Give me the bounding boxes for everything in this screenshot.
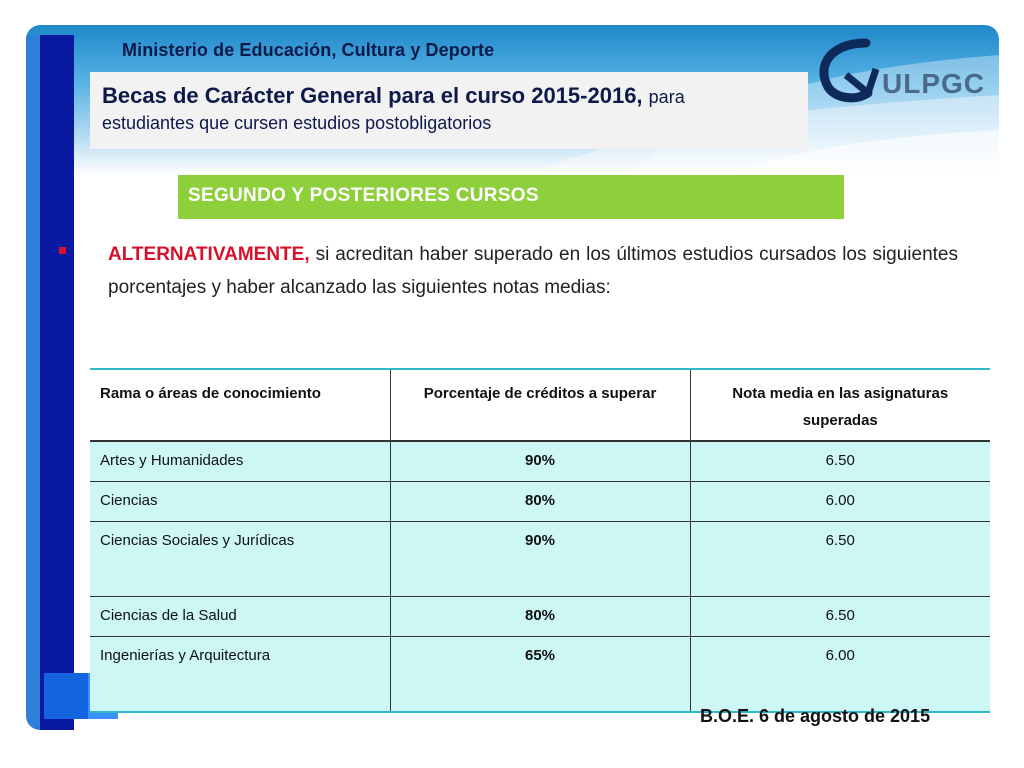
- paragraph-text: si acreditan haber superado en los últimos estudios cursados los siguientes porcentajes y haber alcanzado las siguientes notas medias:: [108, 244, 959, 298]
- slide: [26, 25, 999, 730]
- table-row: [90, 637, 990, 713]
- decor-square-dark: [44, 673, 90, 719]
- cell-percentage: 80%: [390, 482, 690, 522]
- cell-average: 6.50: [825, 452, 855, 469]
- title-strong: Becas de Carácter General para el curso 2015-2016,: [102, 83, 643, 108]
- ministry-name: Ministerio de Educación, Cultura y Deporte: [122, 40, 495, 60]
- title-rest: para: [648, 87, 685, 107]
- ulpgc-logo-text: ULPGC: [882, 68, 985, 99]
- bullet-icon: [59, 247, 66, 254]
- cell-percentage: 90%: [390, 441, 690, 482]
- cell-branch: Ciencias: [90, 482, 390, 522]
- header-branch: Rama o áreas de conocimiento: [90, 369, 390, 441]
- cell-branch: Artes y Humanidades: [90, 441, 390, 482]
- section-banner: SEGUNDO Y POSTERIORES CURSOS: [178, 175, 844, 219]
- header-average: Nota media en las asignaturas superadas: [732, 385, 949, 429]
- title-box: [90, 72, 808, 149]
- cell-percentage: 65%: [390, 637, 690, 713]
- cell-branch: Ingenierías y Arquitectura: [90, 637, 390, 713]
- source-reference: B.O.E. 6 de agosto de 2015: [700, 706, 931, 726]
- title-line-2: estudiantes que cursen estudios postobligatorios: [102, 113, 492, 133]
- cell-average: 6.00: [825, 647, 855, 664]
- table-header-row: [90, 369, 990, 441]
- header-percentage: Porcentaje de créditos a superar: [390, 369, 690, 441]
- left-bar-dark: [40, 35, 74, 730]
- paragraph-lead: ALTERNATIVAMENTE,: [108, 244, 310, 265]
- cell-average: 6.50: [825, 607, 855, 624]
- title-line-1: [102, 82, 798, 111]
- left-bar-light: [26, 35, 40, 730]
- cell-percentage: 90%: [390, 522, 690, 597]
- cell-percentage: 80%: [390, 597, 690, 637]
- intro-paragraph: [108, 238, 958, 304]
- cell-branch: Ciencias Sociales y Jurídicas: [90, 522, 390, 597]
- cell-branch: Ciencias de la Salud: [90, 597, 390, 637]
- cell-average: 6.50: [825, 532, 855, 549]
- table-row: [90, 522, 990, 597]
- table: [90, 368, 990, 713]
- table-row: [90, 597, 990, 637]
- requirements-table: [90, 368, 990, 713]
- table-row: [90, 482, 990, 522]
- cell-average: 6.00: [825, 492, 855, 509]
- table-row: [90, 441, 990, 482]
